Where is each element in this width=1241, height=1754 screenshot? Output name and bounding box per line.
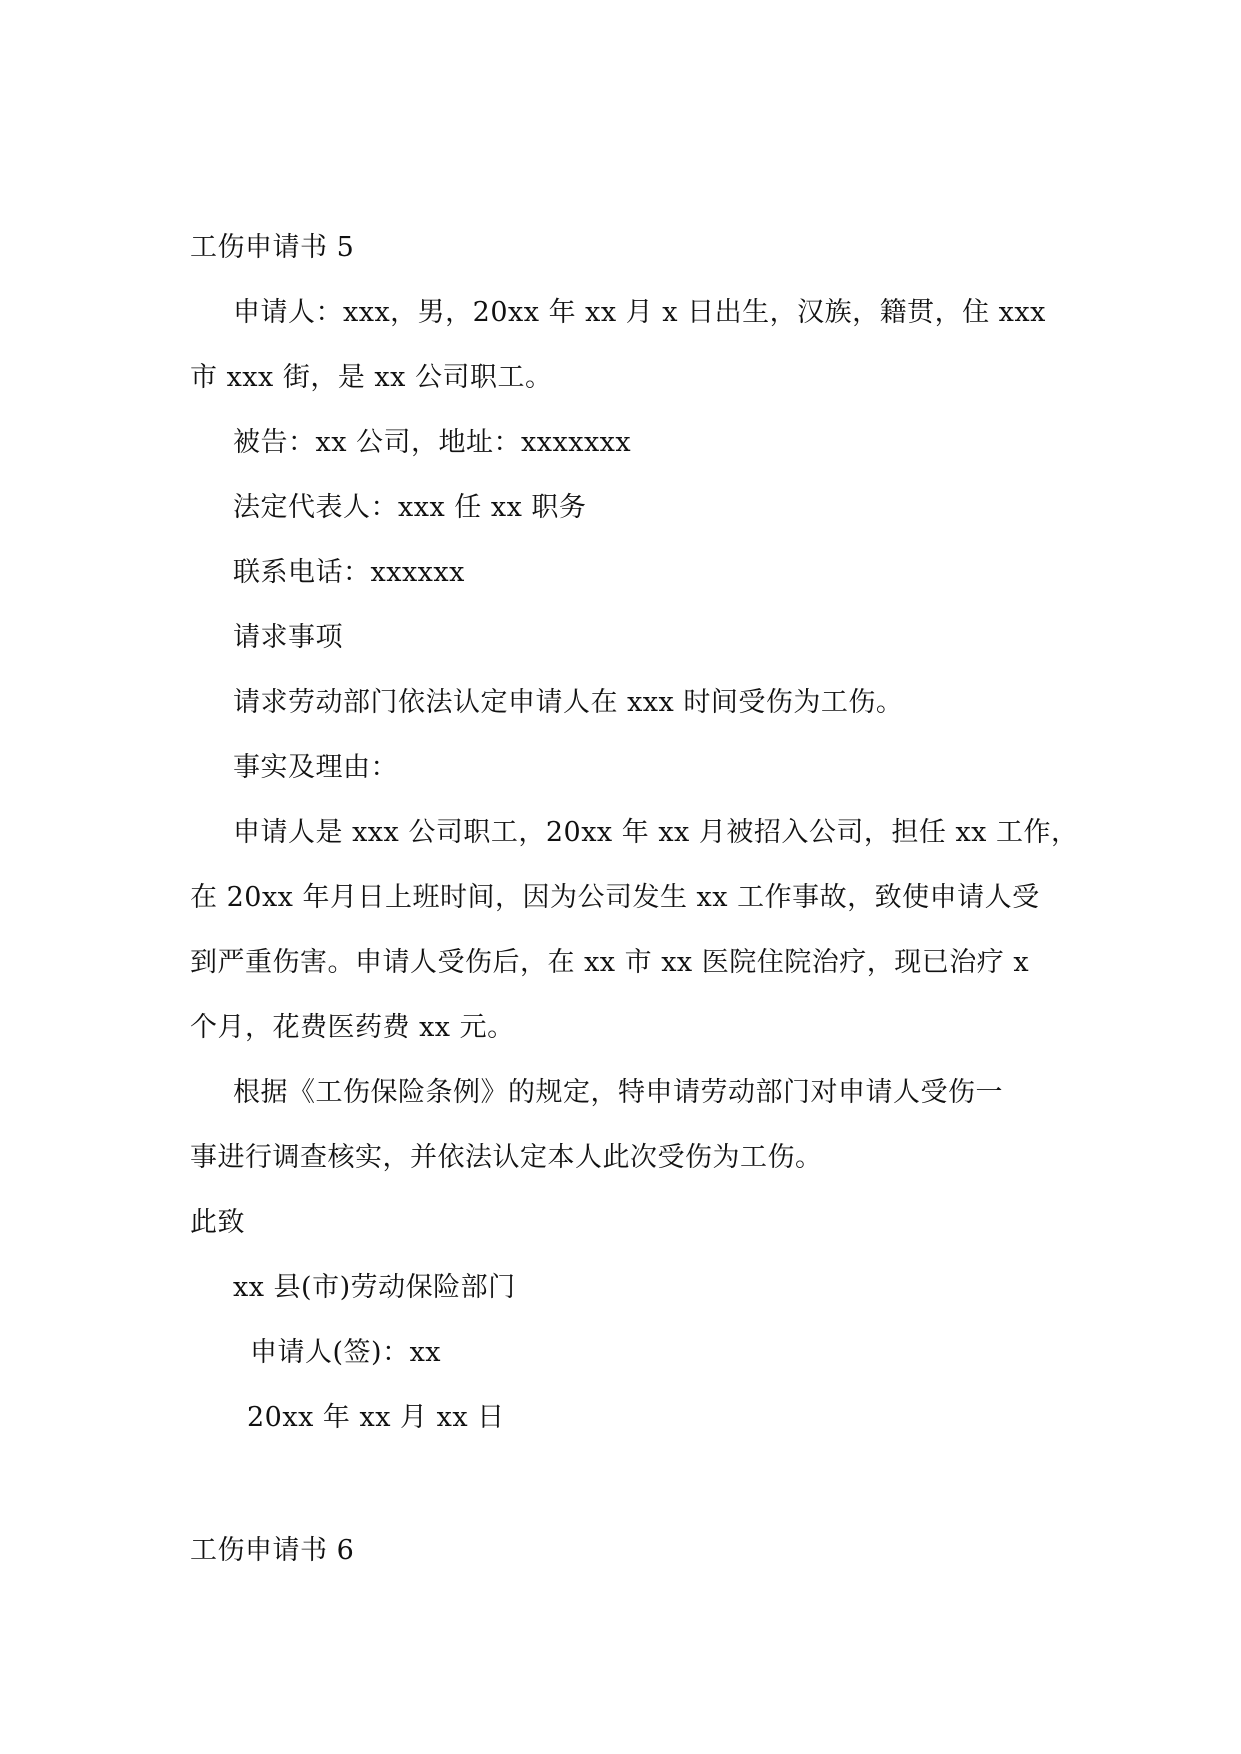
facts-paragraph-line: 个月，花费医药费 xx 元。 [190,1012,515,1043]
basis-paragraph-line: 事进行调查核实，并依法认定本人此次受伤为工伤。 [190,1142,823,1173]
applicant-info-line: 市 xxx 街，是 xx 公司职工。 [190,362,553,393]
contact-phone-line: 联系电话：xxxxxx [233,557,465,588]
request-line: 请求劳动部门依法认定申请人在 xxx 时间受伤为工伤。 [233,687,904,718]
facts-paragraph-line: 申请人是 xxx 公司职工，20xx 年 xx 月被招入公司，担任 xx 工作， [233,817,1079,848]
applicant-info-line: 申请人：xxx，男，20xx 年 xx 月 x 日出生，汉族，籍贯，住 xxx [233,297,1046,328]
facts-paragraph-line: 在 20xx 年月日上班时间，因为公司发生 xx 工作事故，致使申请人受 [190,882,1040,913]
facts-heading: 事实及理由： [233,752,398,783]
section-title: 工伤申请书 6 [190,1535,355,1566]
defendant-line: 被告：xx 公司，地址：xxxxxxx [233,427,632,458]
section-title: 工伤申请书 5 [190,232,355,263]
facts-paragraph-line: 到严重伤害。申请人受伤后，在 xx 市 xx 医院住院治疗，现已治疗 x [190,947,1030,978]
basis-paragraph-line: 根据《工伤保险条例》的规定，特申请劳动部门对申请人受伤一 [233,1077,1003,1108]
legal-representative-line: 法定代表人：xxx 任 xx 职务 [233,492,587,523]
signature-line: 申请人(签)：xx [250,1337,442,1368]
date-line: 20xx 年 xx 月 xx 日 [247,1402,505,1433]
salutation: 此致 [190,1207,245,1238]
recipient: xx 县(市)劳动保险部门 [233,1272,516,1303]
request-heading: 请求事项 [233,622,343,653]
